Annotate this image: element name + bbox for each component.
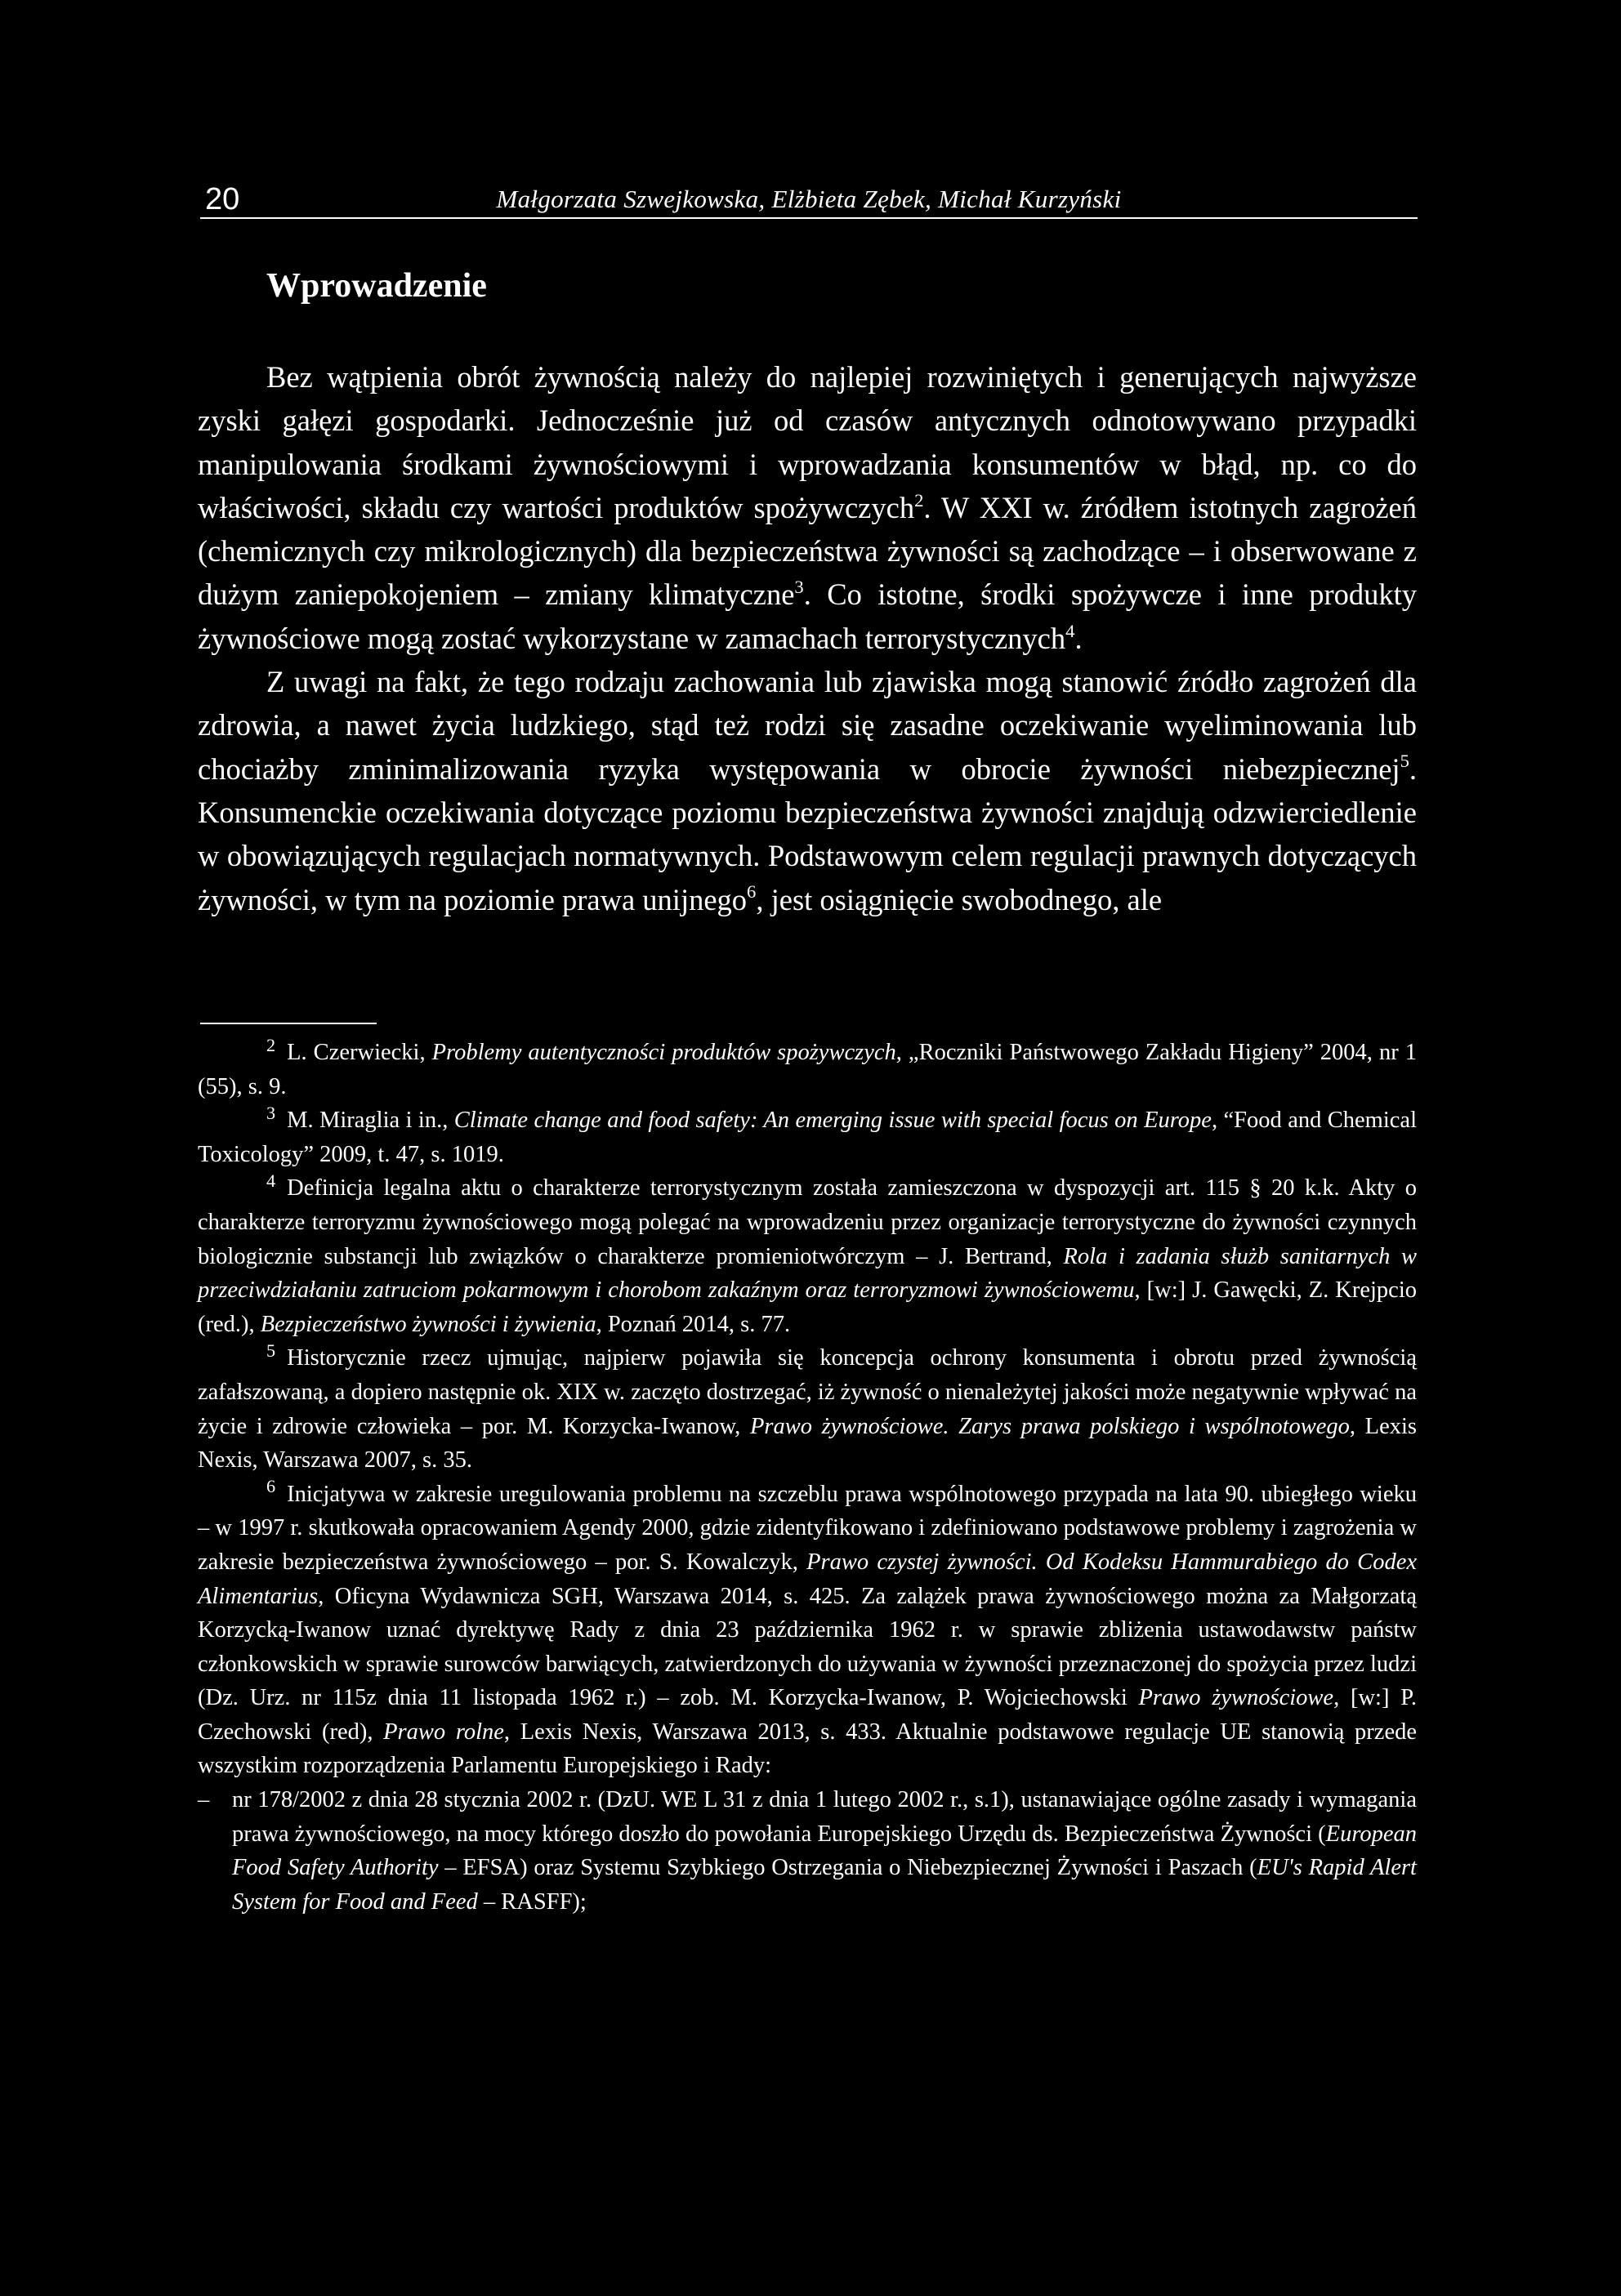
footnote-separator <box>200 1023 377 1024</box>
footnote-2 <box>198 1036 1417 1103</box>
cited-title: Prawo czystej żywności. Od Kodeksu Hammurabiego do Codex Alimentarius <box>198 1549 1417 1609</box>
text-run: . Konsumenckie oczekiwania dotyczące poziomu bezpieczeństwa żywności znajdują odzwierciedlenie w obowiązujących regulacjach normatywnych. Podstawowym celem regulacji prawnych dotyczących żywności, w tym na poziomie prawa unijnego <box>198 751 1417 916</box>
footnote-ref-4[interactable]: 4 <box>1065 620 1075 641</box>
text-run: , Poznań 2014, s. 77. <box>596 1311 791 1337</box>
footnote-6 <box>198 1478 1417 1783</box>
paragraph-1 <box>198 355 1417 660</box>
footnote-number: 4 <box>266 1170 276 1191</box>
cited-title: Rola i zadania służb sanitarnych w przeciwdziałaniu zatruciom pokarmowym i chorobom zakaźnym oraz terroryzmowi żywnościowemu <box>198 1243 1417 1304</box>
text-run: M. Miraglia i in., <box>287 1108 454 1134</box>
footnote-3 <box>198 1103 1417 1171</box>
text-run: . Co istotne, środki spożywcze i inne produkty żywnościowe mogą zostać wykorzystane w zamachach terrorystycznych <box>198 577 1417 655</box>
cited-title: Prawo żywnościowe. Zarys prawa polskiego i wspólnotowego <box>749 1413 1350 1439</box>
footnote-5 <box>198 1341 1417 1477</box>
text-run: , Lexis Nexis, Warszawa 2007, s. 35. <box>198 1413 1417 1473</box>
text-run: Historycznie rzecz ujmując, najpierw pojawiła się koncepcja ochrony konsumenta i obrotu przed żywnością zafałszowaną, a dopiero następnie ok. XIX w. zaczęto dostrzegać, iż żywność o nienależytej jakości może negatywnie wpływać na życie i zdrowie człowieka – por. M. Korzycka-Iwanow, <box>198 1345 1417 1439</box>
page-header <box>200 181 1418 219</box>
footnote-number: 3 <box>266 1102 276 1123</box>
text-run: , “Food and Chemical Toxicology” 2009, t. 47, s. 1019. <box>198 1108 1417 1167</box>
cited-title: European Food Safety Authority <box>232 1821 1417 1881</box>
running-head-authors: Małgorzata Szwejkowska, Elżbieta Zębek, Michał Kurzyński <box>496 185 1122 213</box>
text-run: Z uwagi na fakt, że tego rodzaju zachowania lub zjawiska mogą stanowić źródło zagrożeń dla zdrowia, a nawet życia ludzkiego, stąd też rodzi się zasadne oczekiwanie wyeliminowania lub chociażby zminimalizowania ryzyka występowania w obrocie żywności niebezpiecznej <box>198 665 1417 786</box>
text-run: , [w:] P. Czechowski (red), <box>198 1685 1418 1745</box>
footnote-number: 5 <box>266 1340 276 1361</box>
paragraph-2 <box>198 660 1417 921</box>
text-run: . W XXI w. źródłem istotnych zagrożeń (chemicznych czy mikrologicznych) dla bezpieczeństwa żywności są zachodzące – i obserwowane z dużym zaniepokojeniem – zmiany klimatyczne <box>198 490 1417 612</box>
text-run: nr 178/2002 z dnia 28 stycznia 2002 r. (DzU. WE L 31 z dnia 1 lutego 2002 r., s.1), ustanawiające ogólne zasady i wymagania prawa żywnościowego, na mocy którego doszło do powołania Europejskiego Urzędu ds. Bezpieczeństwa Żywności ( <box>232 1787 1417 1847</box>
cited-title: Prawo żywnościowe <box>1138 1685 1334 1711</box>
page-number: 20 <box>205 182 240 216</box>
footnote-4 <box>198 1171 1417 1341</box>
text-run: L. Czerwiecki, <box>287 1040 432 1065</box>
cited-title: Prawo rolne <box>383 1719 504 1745</box>
text-run: – RASFF); <box>477 1888 587 1915</box>
text-run: Bez wątpienia obrót żywnością należy do najlepiej rozwiniętych i generujących najwyższe zyski gałęzi gospodarki. Jednocześnie już od czasów antycznych odnotowywano przypadki manipulowania środkami żywnościowymi i wprowadzania konsumentów w błąd, np. co do właściwości, składu czy wartości produktów spożywczych <box>198 360 1417 524</box>
footnote-ref-3[interactable]: 3 <box>794 577 804 598</box>
cited-title: Climate change and food safety: An emerging issue with special focus on Europe <box>453 1108 1212 1134</box>
footnote-ref-2[interactable]: 2 <box>914 489 924 510</box>
text-run: , Oficyna Wydawnicza SGH, Warszawa 2014, s. 425. Za zalążek prawa żywnościowego można za Małgorzatą Korzycką-Iwanow uznać dyrektywę Rady z dnia 23 października 1962 r. w sprawie zbliżenia ustawodawstw państw członkowskich w sprawie surowców barwiących, zatwierdzonych do używania w żywności przeznaczonej do spożycia przez ludzi (Dz. Urz. nr 115z dnia 11 listopada 1962 r.) – zob. M. Korzycka-Iwanow, P. Wojciechowski <box>198 1583 1417 1711</box>
cited-title: EU's Rapid Alert System for Food and Feed <box>232 1855 1417 1915</box>
footnote-ref-5[interactable]: 5 <box>1400 751 1409 772</box>
text-run: , Lexis Nexis, Warszawa 2013, s. 433. Aktualnie podstawowe regulacje UE stanowią przede wszystkim rozporządzenia Parlamentu Europejskiego i Rady: <box>198 1719 1417 1779</box>
text-run: Inicjatywa w zakresie uregulowania problemu na szczeblu prawa wspólnotowego przypada na lata 90. ubiegłego wieku – w 1997 r. skutkowała opracowaniem Agendy 2000, gdzie zidentyfikowano i zdefiniowano podstawowe problemy i zagrożenia w zakresie bezpieczeństwa żywnościowego – por. S. Kowalczyk, <box>198 1481 1417 1575</box>
footnote-6-list-item <box>198 1783 1417 1919</box>
text-run: . <box>1074 621 1083 655</box>
footnote-number: 6 <box>266 1476 276 1497</box>
footnotes <box>198 1036 1417 1919</box>
text-run: , [w:] J. Gawęcki, Z. Krejpcio (red.), <box>198 1277 1417 1337</box>
list-dash: – <box>198 1787 210 1813</box>
text-run: , „Roczniki Państwowego Zakładu Higieny” 2004, nr 1 (55), s. 9. <box>198 1040 1417 1099</box>
text-run: – EFSA) oraz Systemu Szybkiego Ostrzegania o Niebezpiecznej Żywności i Paszach ( <box>438 1855 1257 1881</box>
cited-title: Problemy autentyczności produktów spożywczych <box>431 1040 896 1065</box>
text-run: , jest osiągnięcie swobodnego, ale <box>756 882 1163 916</box>
text-run: Definicja legalna aktu o charakterze terrorystycznym została zamieszczona w dyspozycji art. 115 § 20 k.k. Akty o charakterze terroryzmu żywnościowego mogą polegać na wprowadzeniu przez organizacje terrorystyczne do żywności czynnych biologicznie substancji lub związków o charakterze promieniotwórczym – J. Bertrand, <box>198 1175 1417 1269</box>
main-text <box>198 355 1417 921</box>
cited-title: Bezpieczeństwo żywności i żywienia <box>260 1311 596 1337</box>
footnote-ref-6[interactable]: 6 <box>747 881 757 903</box>
section-heading: Wprowadzenie <box>266 267 487 305</box>
footnote-number: 2 <box>266 1034 276 1055</box>
